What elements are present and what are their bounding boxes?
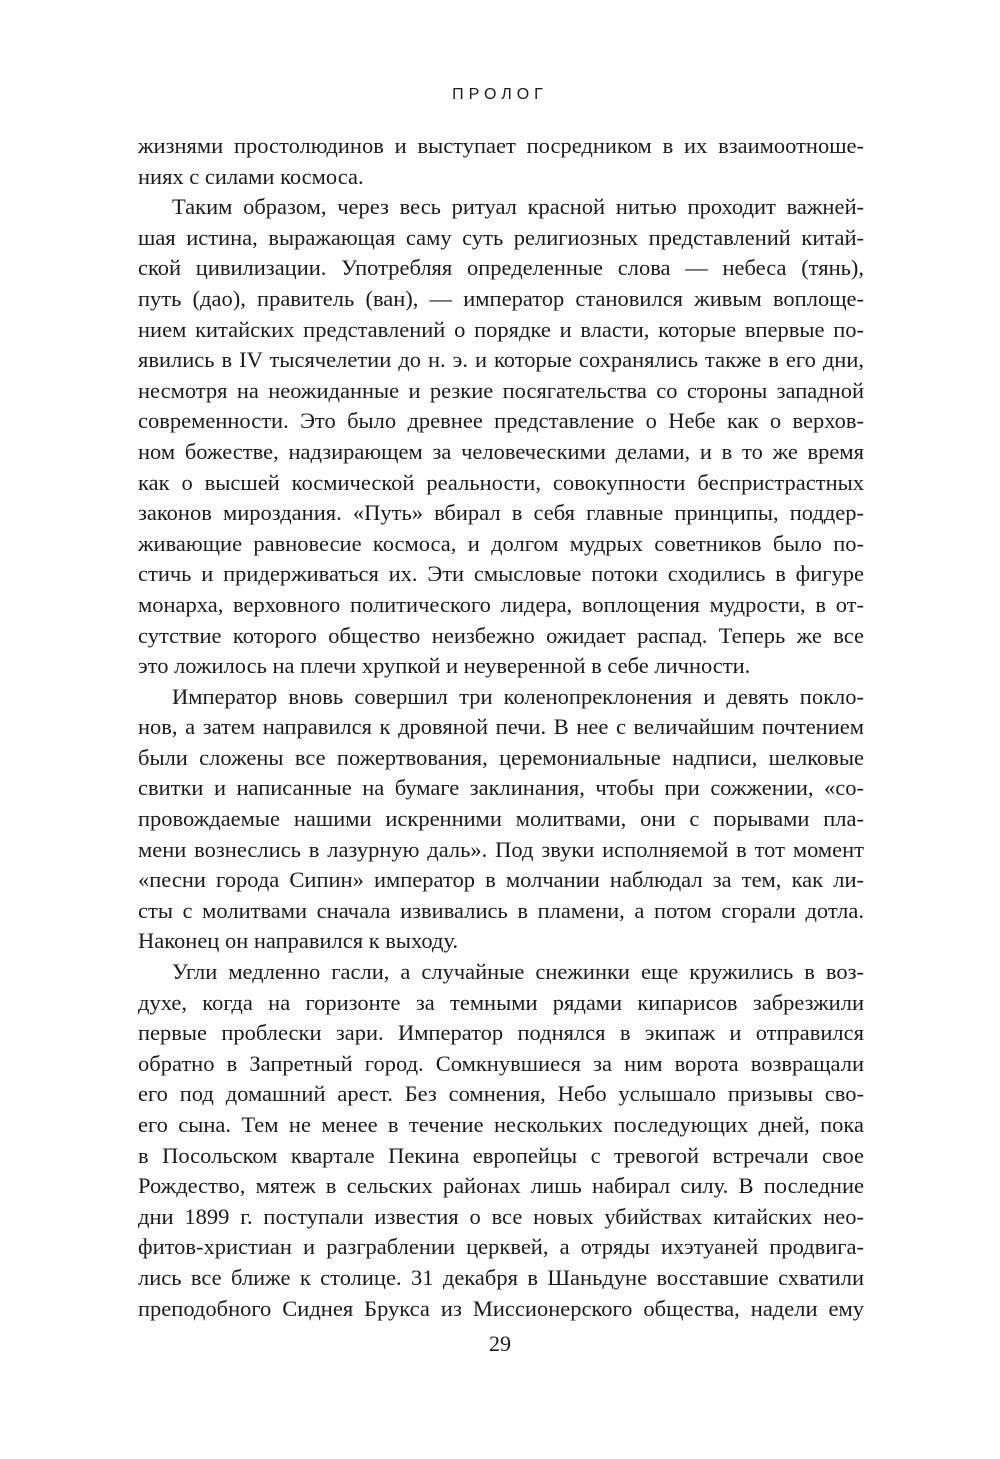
text-line: Наконец он направился к выходу.	[138, 928, 459, 954]
text-line: путь (дао), правитель (ван), — император становился живым воплоще-	[138, 285, 864, 311]
text-line: в Посольском квартале Пекина европейцы с тревогой встречали свое	[138, 1142, 864, 1168]
text-line: стичь и придерживаться их. Эти смысловые потоки сходились в фигуре	[138, 561, 864, 587]
text-line: как о высшей космической реальности, совокупности беспристрастных	[138, 469, 864, 495]
text-line: ном божестве, надзирающем за человеческими делами, и в то же время	[138, 438, 864, 464]
text-line: духе, когда на горизонте за темными рядами кипарисов забрезжили	[138, 989, 864, 1015]
body-text	[138, 131, 864, 1324]
text-line: «песни города Сипин» император в молчании наблюдал за тем, как ли-	[138, 867, 864, 893]
text-line: современности. Это было древнее представление о Небе как о верхов-	[138, 408, 864, 434]
text-line: живающие равновесие космоса, и долгом мудрых советников было по-	[138, 530, 864, 556]
text-line: его сына. Тем не менее в течение нескольких последующих дней, пока	[138, 1112, 864, 1137]
text-line: шая истина, выражающая саму суть религиозных представлений китай-	[138, 224, 864, 250]
text-line: фитов-христиан и разграблении церквей, а отряды ихэтуаней продвига-	[138, 1234, 864, 1260]
text-line: сутствие которого общество неизбежно ожидает распад. Теперь же все	[138, 622, 864, 648]
text-line: законов мироздания. «Путь» вбирал в себя главные принципы, поддер-	[138, 500, 864, 526]
text-line: это ложилось на плечи хрупкой и неуверенной в себе личности.	[138, 653, 751, 679]
text-line: его под домашний арест. Без сомнения, Небо услышало призывы сво-	[138, 1081, 864, 1107]
text-line: жизнями простолюдинов и выступает посредником в их взаимоотноше-	[138, 133, 864, 158]
text-line: монарха, верховного политического лидера, воплощения мудрости, в от-	[138, 591, 864, 617]
text-line: мени вознеслись в лазурную даль». Под звуки исполняемой в тот момент	[138, 836, 864, 862]
text-line: Император вновь совершил три коленопреклонения и девять покло-	[172, 683, 864, 709]
text-line: нием китайских представлений о порядке и власти, которые впервые по-	[138, 316, 864, 342]
text-line: несмотря на неожиданные и резкие посягательства со стороны западной	[138, 377, 864, 403]
text-line: первые проблески зари. Император поднялся в экипаж и отправился	[138, 1020, 864, 1046]
text-line: Угли медленно гасли, а случайные снежинки еще кружились в воз-	[172, 959, 864, 985]
text-line: преподобного Сиднея Брукса из Миссионерского общества, надели ему	[138, 1295, 864, 1321]
text-line: лись все ближе к столице. 31 декабря в Шаньдуне восставшие схватили	[138, 1264, 864, 1290]
text-line: явились в IV тысячелетии до н. э. и которые сохранялись также в его дни,	[138, 347, 864, 373]
text-line: обратно в Запретный город. Сомкнувшиеся за ним ворота возвращали	[138, 1050, 864, 1076]
text-line: провождаемые нашими искренними молитвами, они с порывами пла-	[138, 806, 864, 832]
text-line: нов, а затем направился к дровяной печи. В нее с величайшим почтением	[138, 714, 864, 740]
running-head: ПРОЛОГ	[452, 86, 548, 103]
page-number: 29	[489, 1331, 511, 1356]
text-line: дни 1899 г. поступали известия о все новых убийствах китайских нео-	[138, 1203, 864, 1229]
text-line: были сложены все пожертвования, церемониальные надписи, шелковые	[138, 744, 864, 770]
text-line: Таким образом, через весь ритуал красной нитью проходит важней-	[172, 194, 864, 220]
text-line: Рождество, мятеж в сельских районах лишь набирал силу. В последние	[138, 1173, 864, 1199]
text-line: ниях с силами космоса.	[138, 163, 364, 189]
text-line: свитки и написанные на бумаге заклинания, чтобы при сожжении, «со-	[138, 775, 864, 801]
text-line: сты с молитвами сначала извивались в пламени, а потом сгорали дотла.	[138, 897, 864, 923]
text-line: ской цивилизации. Употребляя определенные слова — небеса (тянь),	[138, 255, 864, 281]
